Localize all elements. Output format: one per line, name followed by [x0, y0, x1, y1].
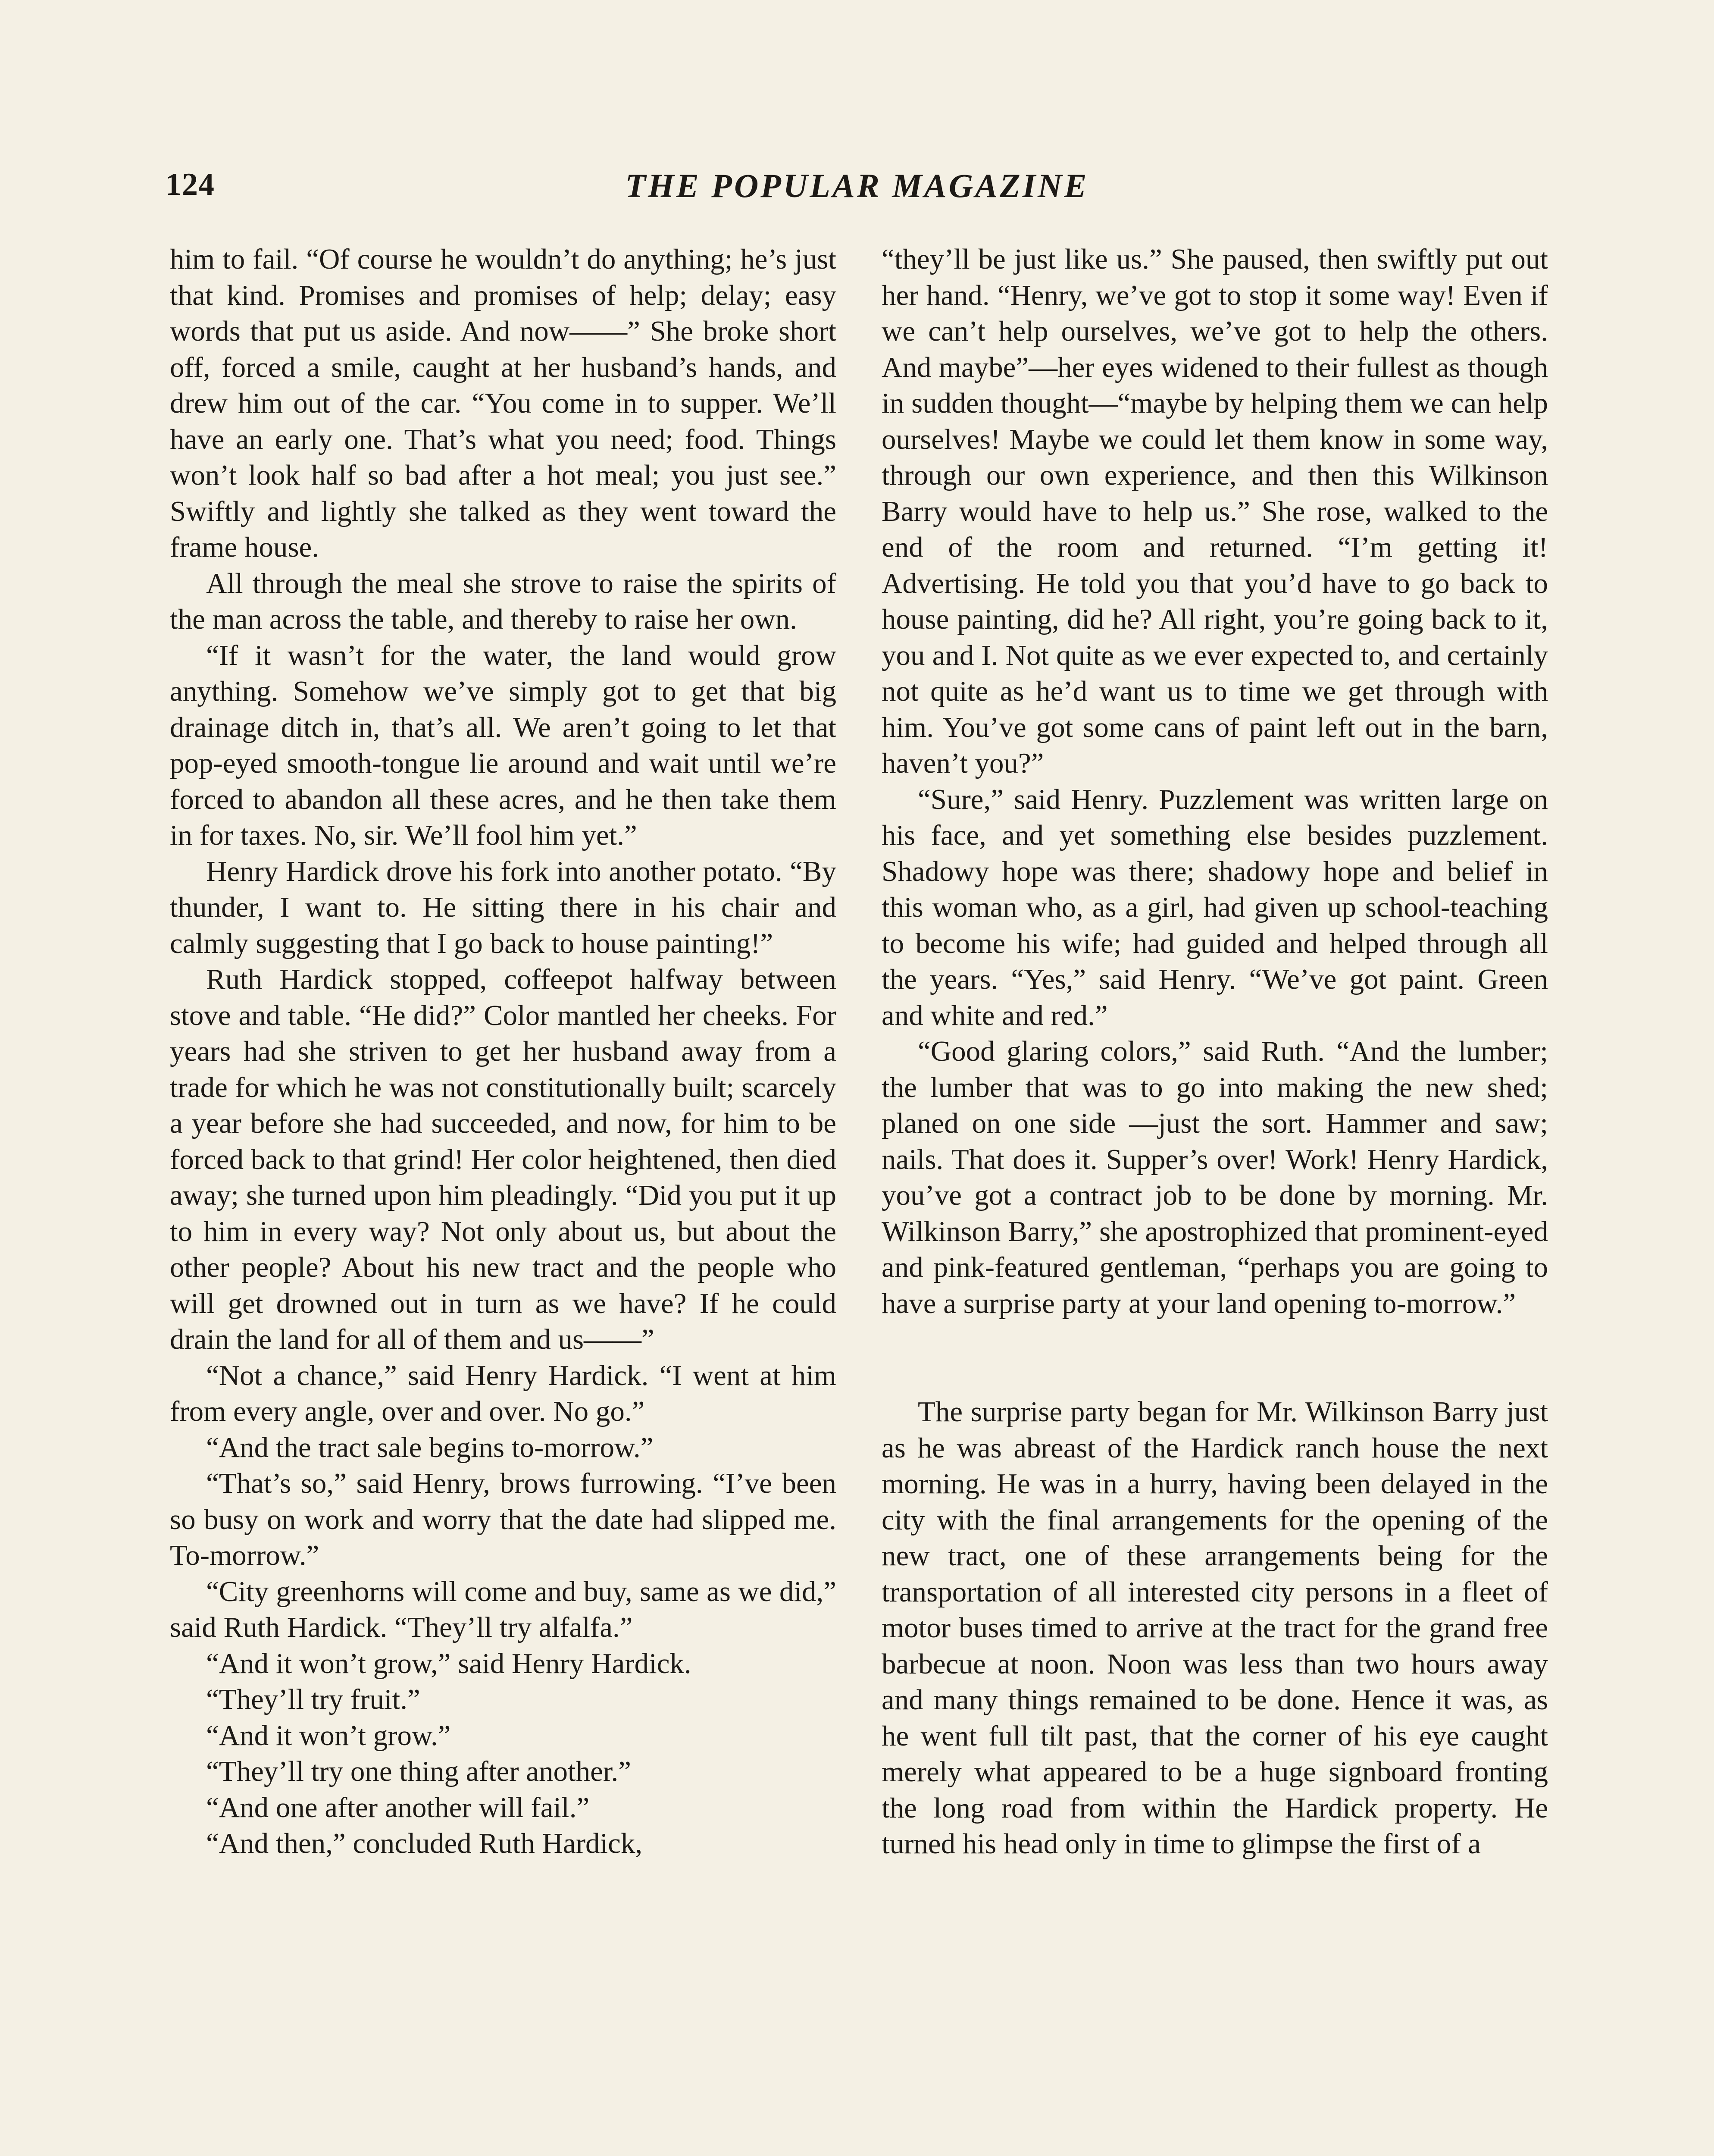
paragraph: “And then,” concluded Ruth Hardick, [206, 1827, 643, 1859]
paragraph: “And the tract sale begins to-morrow.” [206, 1431, 654, 1463]
paragraph: “And one after another will fail.” [206, 1791, 590, 1824]
right-column [882, 241, 1548, 1862]
paragraph: “If it wasn’t for the water, the land would grow anything. Somehow we’ve simply got to get that big drainage ditch in, that’s all. We aren’t going to let that pop-eyed smooth-tongue lie around and wait until we’re forced to abandon all these acres, and he then take them in for taxes. No, sir. We’ll fool him yet.” [170, 639, 836, 851]
paragraph: “They’ll try one thing after another.” [206, 1755, 631, 1787]
paragraph: Ruth Hardick stopped, coffeepot halfway between stove and table. “He did?” Color mantled her cheeks. For years had she striven to get her husband away from a trade for which he was not constitutionally built; scarcely a year before she had succeeded, and now, for him to be forced back to that grind! Her color heightened, then died away; she turned upon him pleadingly. “Did you put it up to him in every way? Not only about us, but about the other people? About his new tract and the people who will get drowned out in turn as we have? If he could drain the land for all of them and us——” [170, 963, 836, 1355]
paragraph: him to fail. “Of course he wouldn’t do anything; he’s just that kind. Promises and promises of help; delay; easy words that put us aside. And now——” She broke short off, forced a smile, caught at her husband’s hands, and drew him out of the car. “You come in to supper. We’ll have an early one. That’s what you need; food. Things won’t look half so bad after a hot meal; you just see.” Swiftly and lightly she talked as they went toward the frame house. [170, 243, 836, 563]
paragraph: “And it won’t grow,” said Henry Hardick. [206, 1647, 691, 1680]
paragraph: “That’s so,” said Henry, brows furrowing. “I’ve been so busy on work and worry that the date had slipped me. To-morrow.” [170, 1467, 836, 1571]
paragraph: Henry Hardick drove his fork into another potato. “By thunder, I want to. He sitting there in his chair and calmly suggesting that I go back to house painting!” [170, 855, 836, 959]
paragraph: All through the meal she strove to raise the spirits of the man across the table, and thereby to raise her own. [170, 567, 836, 635]
paragraph: “Good glaring colors,” said Ruth. “And the lumber; the lumber that was to go into making the new shed; planed on one side —just the sort. Hammer and saw; nails. That does it. Supper’s over! Work! Henry Hardick, you’ve got a contract job to be done by morning. Mr. Wilkinson Barry,” she apostrophized that prominent-eyed and pink-featured gentleman, “perhaps you are going to have a surprise party at your land opening to-morrow.” [882, 1035, 1548, 1319]
paragraph: “they’ll be just like us.” She paused, then swiftly put out her hand. “Henry, we’ve got to stop it some way! Even if we can’t help ourselves, we’ve got to help the others. And maybe”—her eyes widened to their fullest as though in sudden thought—“maybe by helping them we can help ourselves! Maybe we could let them know in some way, through our own experience, and then this Wilkinson Barry would have to help us.” She rose, walked to the end of the room and returned. “I’m getting it! Advertising. He told you that you’d have to go back to house painting, did he? All right, you’re going back to it, you and I. Not quite as we ever expected to, and certainly not quite as he’d want us to time we get through with him. You’ve got some cans of paint left out in the barn, haven’t you?” [882, 243, 1548, 779]
running-head: THE POPULAR MAGAZINE [625, 167, 1089, 204]
paragraph: “They’ll try fruit.” [206, 1683, 420, 1715]
left-column [170, 241, 836, 1862]
paragraph: “Not a chance,” said Henry Hardick. “I went at him from every angle, over and over. No go.” [170, 1359, 836, 1427]
paragraph: “City greenhorns will come and buy, same as we did,” said Ruth Hardick. “They’ll try alfalfa.” [170, 1575, 836, 1643]
paragraph: “Sure,” said Henry. Puzzlement was written large on his face, and yet something else besides puzzlement. Shadowy hope was there; shadowy hope and belief in this woman who, as a girl, had given up school-teaching to become his wife; had guided and helped through all the years. “Yes,” said Henry. “We’ve got paint. Green and white and red.” [882, 783, 1548, 1031]
paragraph: “And it won’t grow.” [206, 1719, 451, 1752]
page-number: 124 [166, 167, 215, 202]
section-start-paragraph: The surprise party began for Mr. Wilkinson Barry just as he was abreast of the Hardick ranch house the next morning. He was in a hurry, having been delayed in the city with the final arrangements for the opening of the new tract, one of these arrangements being for the transportation of all interested city persons in a fleet of motor buses timed to arrive at the tract for the grand free barbecue at noon. Noon was less than two hours away and many things remained to be done. Hence it was, as he went full tilt past, that the corner of his eye caught merely what appeared to be a huge signboard fronting the long road from within the Hardick property. He turned his head only in time to glimpse the first of a [882, 1396, 1548, 1860]
